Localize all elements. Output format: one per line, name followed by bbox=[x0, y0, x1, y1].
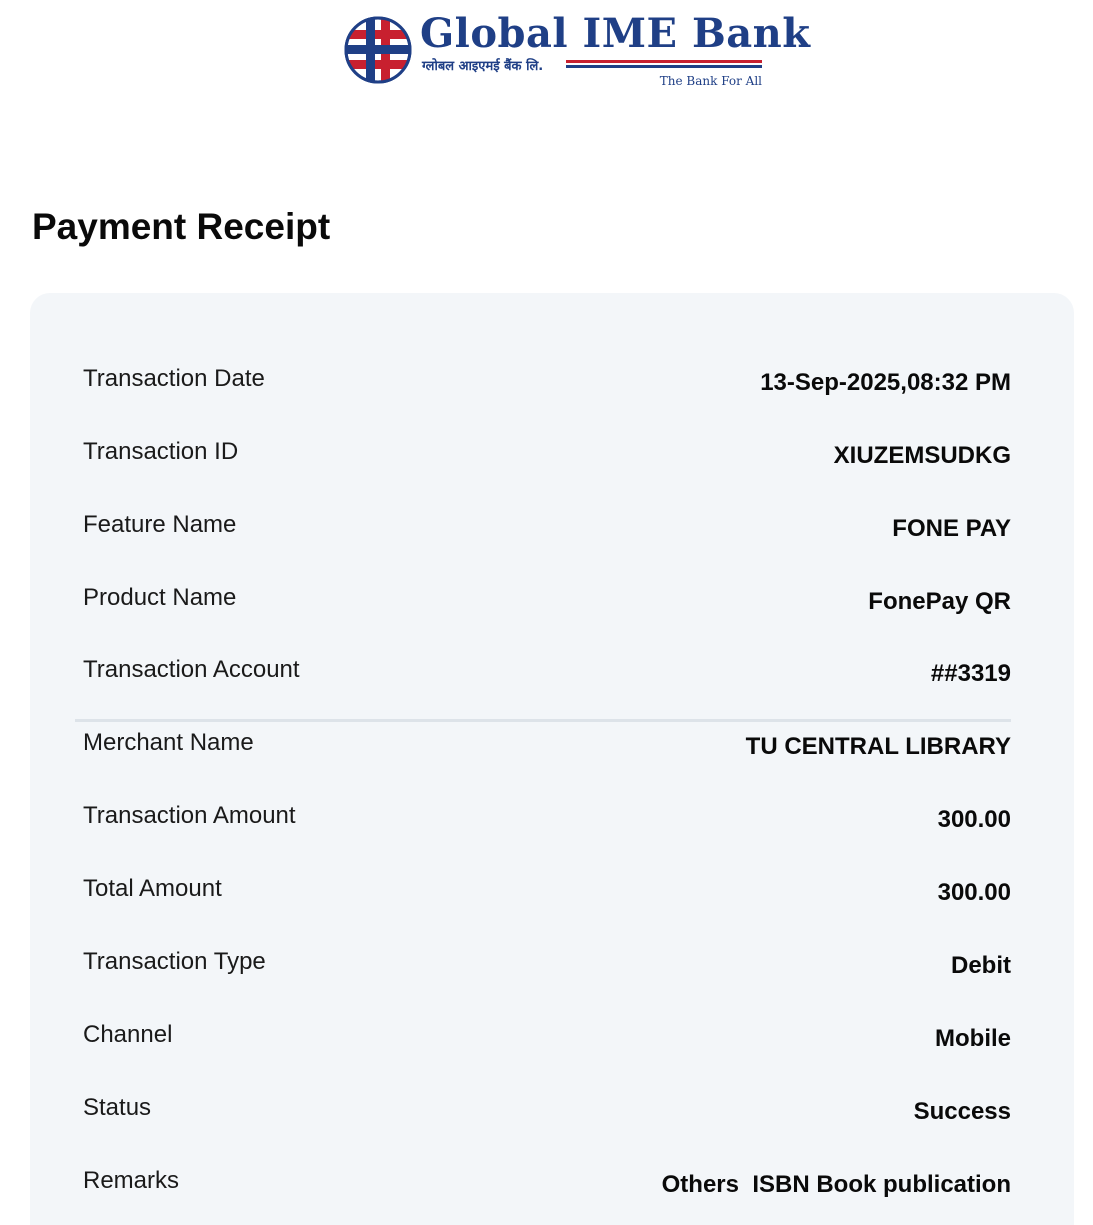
row-value: 13-Sep-2025,08:32 PM bbox=[760, 369, 1011, 396]
receipt-row-transaction-date bbox=[83, 365, 1011, 405]
row-label: Channel bbox=[83, 1021, 173, 1048]
row-value: XIUZEMSUDKG bbox=[833, 442, 1011, 469]
row-label: Transaction Account bbox=[83, 656, 300, 683]
receipt-row-status bbox=[83, 1094, 1011, 1134]
receipt-row-feature-name bbox=[83, 511, 1011, 551]
row-label: Merchant Name bbox=[83, 729, 254, 756]
row-label: Transaction Type bbox=[83, 948, 266, 975]
row-value: TU CENTRAL LIBRARY bbox=[745, 733, 1011, 760]
receipt-row-transaction-amount bbox=[83, 802, 1011, 842]
row-label: Total Amount bbox=[83, 875, 222, 902]
global-ime-bank-logo-icon bbox=[344, 16, 412, 84]
receipt-row-channel bbox=[83, 1021, 1011, 1061]
receipt-row-remarks bbox=[83, 1167, 1011, 1207]
bank-logo bbox=[344, 10, 811, 90]
row-label: Transaction Amount bbox=[83, 802, 296, 829]
receipt-row-transaction-type bbox=[83, 948, 1011, 988]
brand-name: Global IME Bank bbox=[420, 10, 811, 57]
receipt-row-transaction-id bbox=[83, 438, 1011, 478]
row-value: 300.00 bbox=[937, 879, 1011, 906]
receipt-card bbox=[30, 293, 1074, 1225]
row-value: 300.00 bbox=[937, 806, 1011, 833]
brand-stripes bbox=[566, 60, 762, 70]
row-label: Feature Name bbox=[83, 511, 237, 538]
brand-tagline: The Bank For All bbox=[659, 74, 762, 88]
receipt-row-product-name bbox=[83, 584, 1011, 624]
receipt-row-transaction-account bbox=[83, 656, 1011, 696]
row-value: FONE PAY bbox=[892, 515, 1011, 542]
row-label: Status bbox=[83, 1094, 152, 1121]
row-label: Transaction Date bbox=[83, 365, 265, 392]
page-title: Payment Receipt bbox=[32, 206, 331, 247]
row-value: FonePay QR bbox=[868, 588, 1011, 615]
row-value: Mobile bbox=[935, 1025, 1011, 1052]
row-value: Debit bbox=[951, 952, 1011, 979]
receipt-row-merchant-name bbox=[83, 729, 1011, 769]
row-value: ##3319 bbox=[930, 660, 1011, 687]
section-divider bbox=[75, 719, 1011, 722]
brand-native-name: ग्लोबल आइएमई बैंक लि. bbox=[422, 59, 544, 74]
row-value: Others ISBN Book publication bbox=[661, 1171, 1011, 1198]
row-value: Success bbox=[913, 1098, 1011, 1125]
receipt-row-total-amount bbox=[83, 875, 1011, 915]
row-label: Transaction ID bbox=[83, 438, 239, 465]
row-label: Remarks bbox=[83, 1167, 180, 1194]
row-label: Product Name bbox=[83, 584, 237, 611]
